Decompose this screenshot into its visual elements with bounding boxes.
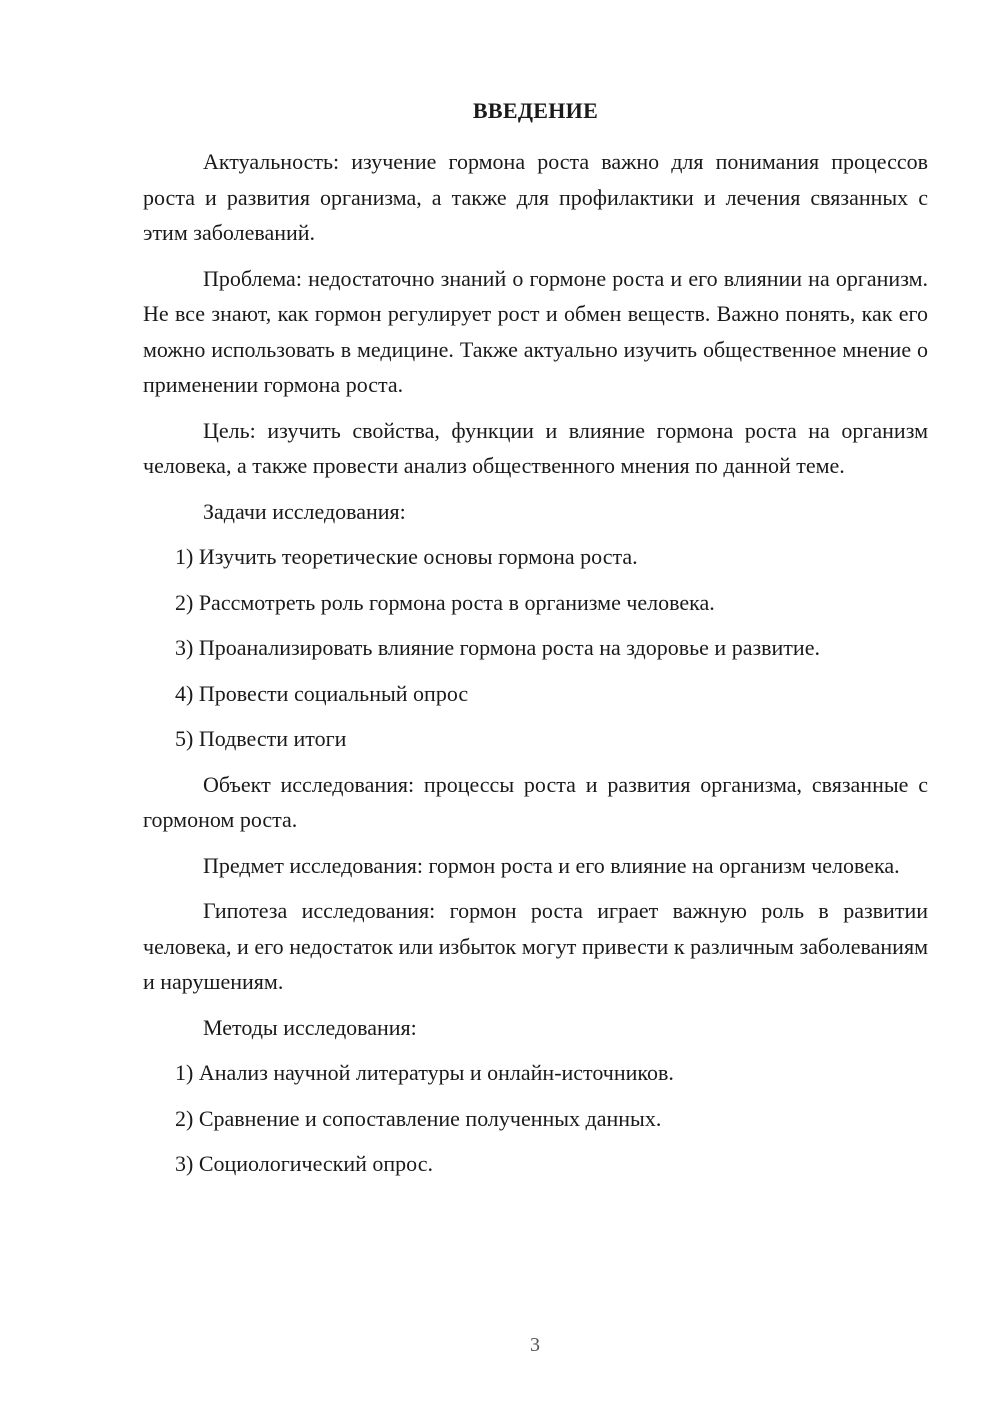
list-item: 3) Проанализировать влияние гормона роста на здоровье и развитие. bbox=[175, 635, 820, 660]
list-item: 5) Подвести итоги bbox=[175, 726, 347, 751]
page-number: 3 bbox=[530, 1334, 540, 1356]
page-title: ВВЕДЕНИЕ bbox=[472, 98, 599, 123]
paragraph-subject: Предмет исследования: гормон роста и его влияние на организм человека. bbox=[203, 852, 900, 878]
document-page bbox=[143, 96, 928, 1192]
methods-list bbox=[143, 1055, 928, 1182]
list-item: 1) Анализ научной литературы и онлайн-источников. bbox=[175, 1060, 674, 1085]
paragraph-goal: Цель: изучить свойства, функции и влияние гормона роста на организм человека, а также провести анализ общественного мнения по данной теме. bbox=[143, 417, 928, 478]
methods-heading: Методы исследования: bbox=[203, 1014, 417, 1040]
list-item: 4) Провести социальный опрос bbox=[175, 680, 469, 706]
list-item: 2) Рассмотреть роль гормона роста в организме человека. bbox=[175, 589, 715, 615]
list-item: 3) Социологический опрос. bbox=[175, 1151, 433, 1176]
list-item: 1) Изучить теоретические основы гормона роста. bbox=[175, 544, 638, 569]
tasks-heading: Задачи исследования: bbox=[203, 498, 406, 524]
tasks-list bbox=[143, 539, 928, 757]
paragraph-object: Объект исследования: процессы роста и развития организма, связанные с гормоном роста. bbox=[143, 771, 928, 832]
list-item: 2) Сравнение и сопоставление полученных данных. bbox=[175, 1105, 662, 1131]
paragraph-problem: Проблема: недостаточно знаний о гормоне роста и его влиянии на организм. Не все знают, как гормон регулирует рост и обмен веществ. Важно понять, как его можно использовать в медицине. Также актуально изучить общественное мнение о применении гормона роста. bbox=[143, 265, 928, 397]
paragraph-relevance: Актуальность: изучение гормона роста важно для понимания процессов роста и развития организма, а также для профилактики и лечения связанных с этим заболеваний. bbox=[143, 149, 928, 245]
paragraph-hypothesis: Гипотеза исследования: гормон роста играет важную роль в развитии человека, и его недостаток или избыток могут привести к различным заболеваниям и нарушениям. bbox=[143, 898, 928, 994]
